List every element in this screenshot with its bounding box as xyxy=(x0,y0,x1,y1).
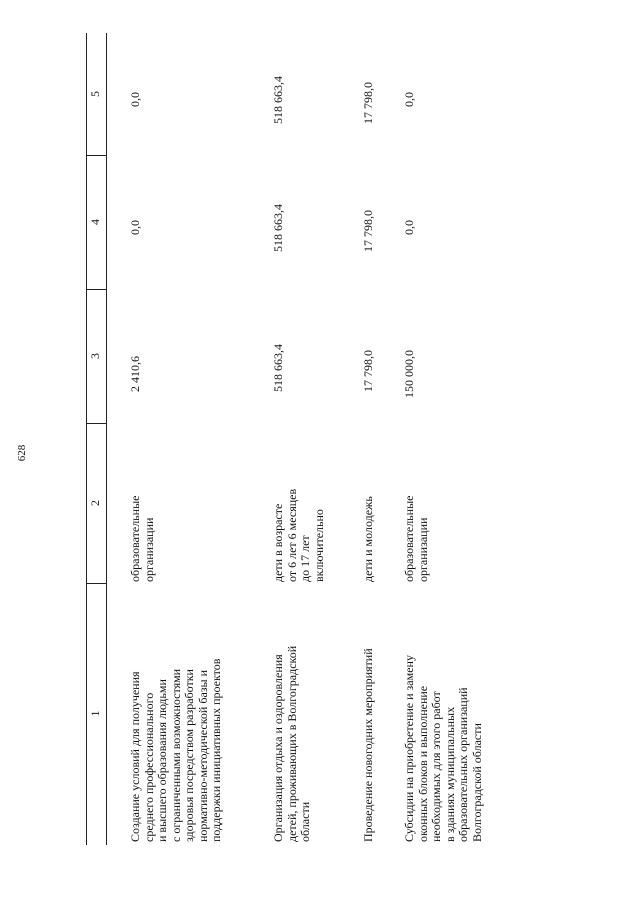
table-row-3-col3: 17 798,0 xyxy=(361,350,375,392)
table-row-4-col3: 150 000,0 xyxy=(402,350,416,398)
row-2-recipient-line: включительно xyxy=(311,509,326,582)
row-2-recipient-line: дети в возрасте xyxy=(271,503,285,582)
row-4-name-line: в зданиях муниципальных xyxy=(442,706,457,842)
row-1-name-line: нормативно-методической базы и xyxy=(195,670,210,842)
table-row-2-name xyxy=(272,646,313,842)
row-1-recipient-line: организации xyxy=(141,517,156,582)
row-1-name-line: поддержки инициативных проектов xyxy=(209,658,223,842)
header-col-5: 5 xyxy=(88,91,102,97)
table-row-1-name xyxy=(129,659,224,842)
row-2-recipient-line: от 6 лет 6 месяцев xyxy=(284,488,299,582)
row-2-name-line: детей, проживающих в Волгоградской xyxy=(284,645,299,842)
header-separator-rule xyxy=(106,33,107,845)
table-row-2-col3: 518 663,4 xyxy=(271,344,285,392)
row-3-name-line: Проведение новогодних мероприятий xyxy=(361,648,375,842)
row-4-name-line: оконных блоков и выполнение xyxy=(415,685,430,842)
table-row-3-col4: 17 798,0 xyxy=(361,210,375,252)
row-1-recipient-line: образовательные xyxy=(128,495,142,582)
row-2-recipient-line: до 17 лет xyxy=(298,535,312,582)
header-col-4: 4 xyxy=(88,219,102,225)
table-row-1-recipient xyxy=(129,496,156,582)
table-row-2-recipient xyxy=(272,489,326,582)
table-row-4-name xyxy=(403,655,484,842)
row-1-name-line: среднего профессионального xyxy=(141,692,156,842)
table-row-4-recipient xyxy=(403,496,430,582)
row-4-name-line: Субсидии на приобретение и замену xyxy=(402,655,416,842)
header-col-3: 3 xyxy=(88,353,102,359)
row-2-name-line: области xyxy=(298,801,312,842)
table-row-4-col4: 0,0 xyxy=(402,220,416,235)
table-row-1-col3: 2 410,6 xyxy=(128,356,142,392)
page-number: 628 xyxy=(16,444,28,462)
row-4-recipient-line: организации xyxy=(415,517,430,582)
table-row-1-col5: 0,0 xyxy=(128,92,142,107)
row-4-name-line: образовательных организаций xyxy=(456,687,470,842)
table-row-1-col4: 0,0 xyxy=(128,220,142,235)
row-1-name-line: и высшего образования людьми xyxy=(155,679,169,842)
row-4-name-line: необходимых для этого работ xyxy=(429,691,443,842)
row-1-name-line: Создание условий для получения xyxy=(128,671,142,842)
row-2-name-line: Организация отдыха и оздоровления xyxy=(271,654,285,842)
row-4-name-line: Волгоградской области xyxy=(469,723,484,842)
row-4-recipient-line: образовательные xyxy=(402,495,416,582)
table-row-4-col5: 0,0 xyxy=(402,92,416,107)
table-row-2-col5: 518 663,4 xyxy=(271,76,285,124)
header-col-1: 1 xyxy=(88,710,102,717)
table-row-3-recipient xyxy=(362,496,376,582)
header-col-2: 2 xyxy=(88,500,102,506)
row-3-recipient-line: дети и молодежь xyxy=(361,496,375,582)
row-1-name-line: с ограниченными возможностями xyxy=(168,668,183,842)
table-row-3-col5: 17 798,0 xyxy=(361,82,375,124)
table-row-2-col4: 518 663,4 xyxy=(271,204,285,252)
table-row-3-name xyxy=(362,648,376,842)
row-1-name-line: здоровья посредством разработки xyxy=(182,669,196,842)
